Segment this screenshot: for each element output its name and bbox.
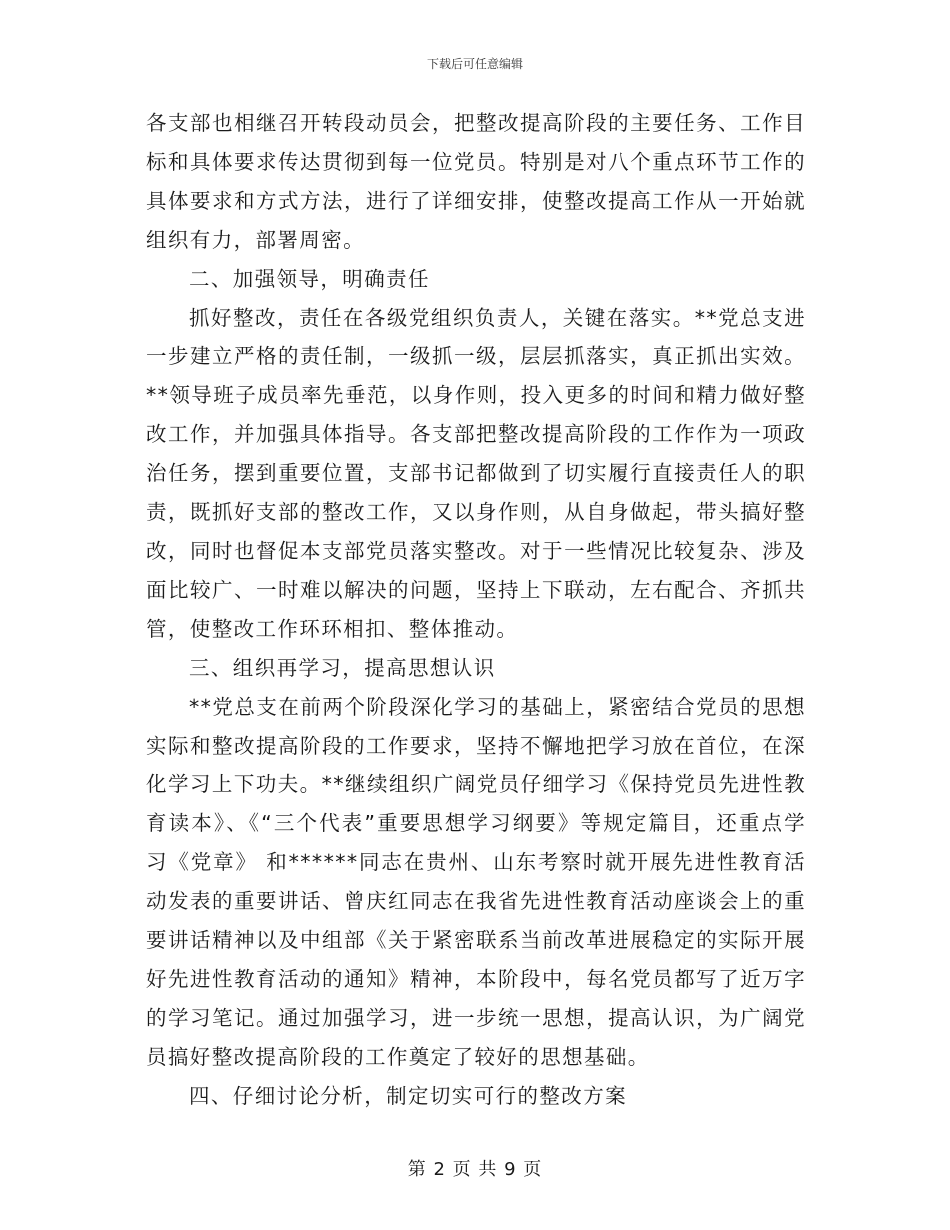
section-heading: 四、仔细讨论分析，制定切实可行的整改方案 bbox=[189, 1083, 627, 1108]
paragraph: 抓好整改，责任在各级党组织负责人，关键在落实。**党总支进一步建立严格的责任制，一级抓一级，层层抓落实，真正抓出实效。**领导班子成员率先垂范，以身作则，投入更多的时间和精力做好整改工作，并加强具体指导。各支部把整改提高阶段的工作作为一项政治任务，摆到重要位置，支部书记都做到了切实履行直接责任人的职责，既抓好支部的整改工作，又以身作则，从自身做起，带头搞好整改，同时也督促本支部党员落实整改。对于一些情况比较复杂、涉及面比较广、一时难以解决的问题，坚持上下联动，左右配合、齐抓共管，使整改工作环环相扣、整体推动。 bbox=[146, 305, 806, 641]
paragraph: **党总支在前两个阶段深化学习的基础上，紧密结合党员的思想实际和整改提高阶段的工作要求，坚持不懈地把学习放在首位，在深化学习上下功夫。**继续组织广阔党员仔细学习《保持党员先进性教育读本》、《“三个代表”重要思想学习纲要》等规定篇目，还重点学习《党章》 和******同志在贵州、山东考察时就开展先进性教育活动发表的重要讲话、曾庆红同志在我省先进性教育活动座谈会上的重要讲话精神以及中组部《关于紧密联系当前改革进展稳定的实际开展好先进性教育活动的通知》精神，本阶段中，每名党员都写了近万字的学习笔记。通过加强学习，进一步统一思想，提高认识，为广阔党员搞好整改提高阶段的工作奠定了较好的思想基础。 bbox=[146, 694, 806, 1069]
document-body bbox=[146, 104, 806, 1116]
section-heading: 三、组织再学习，提高思想认识 bbox=[189, 655, 496, 680]
section-heading: 二、加强领导，明确责任 bbox=[189, 266, 430, 291]
page-number-footer: 第 2 页 共 9 页 bbox=[407, 1159, 543, 1180]
paragraph: 各支部也相继召开转段动员会，把整改提高阶段的主要任务、工作目标和具体要求传达贯彻到每一位党员。特别是对八个重点环节工作的具体要求和方式方法，进行了详细安排，使整改提高工作从一开始就组织有力，部署周密。 bbox=[146, 111, 806, 252]
page-header: 下载后可任意编辑 bbox=[426, 57, 523, 71]
